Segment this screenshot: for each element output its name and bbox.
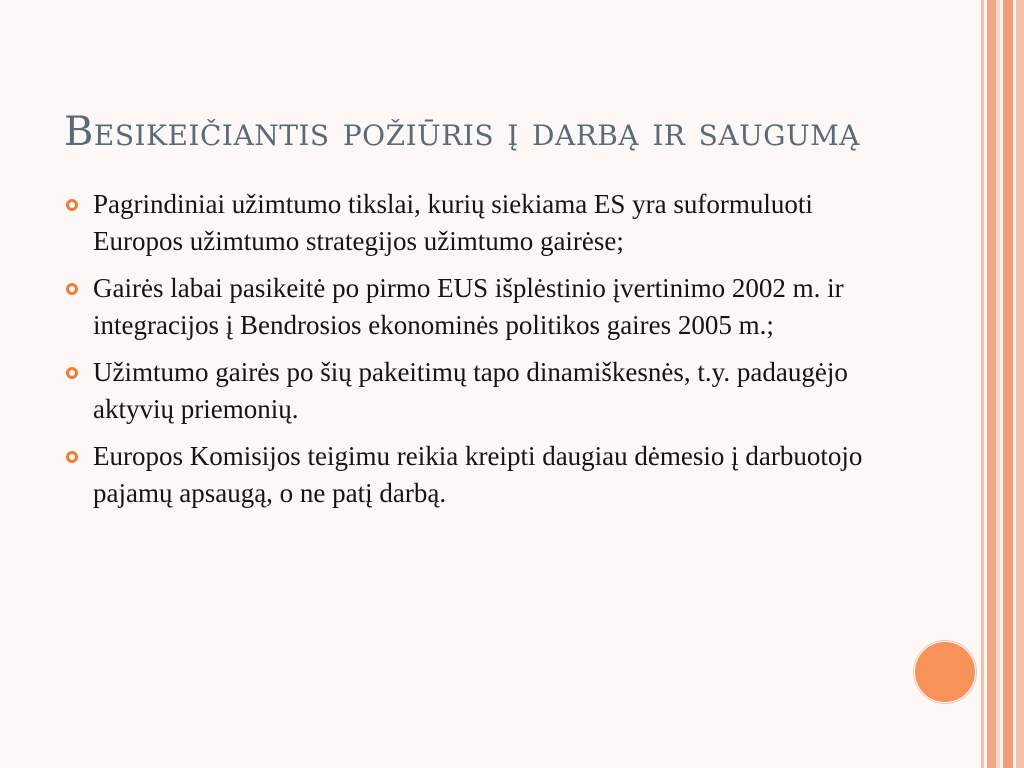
stripe <box>996 0 1000 768</box>
stripe <box>981 0 984 768</box>
circle-bullet-icon <box>66 451 78 463</box>
stripe <box>1016 0 1024 768</box>
circle-bullet-icon <box>66 199 78 211</box>
bullet-item <box>64 186 884 260</box>
stripe <box>1003 0 1013 768</box>
slide-title: Besikeičiantis požiūris į darbą ir saugumą <box>64 109 861 155</box>
bullet-text: Pagrindiniai užimtumo tikslai, kurių siekiama ES yra suformuluoti Europos užimtumo strategijos užimtumo gairėse; <box>93 189 813 256</box>
bullet-item <box>64 438 884 512</box>
bullet-item <box>64 354 884 428</box>
circle-bullet-icon <box>66 367 78 379</box>
bullet-text: Europos Komisijos teigimu reikia kreipti daugiau dėmesio į darbuotojo pajamų apsaugą, o ne patį darbą. <box>93 441 863 508</box>
bullet-text: Gairės labai pasikeitė po pirmo EUS išplėstinio įvertinimo 2002 m. ir integracijos į Bendrosios ekonominės politikos gaires 2005 m.; <box>93 273 844 340</box>
bullet-list <box>64 186 884 522</box>
bullet-item <box>64 270 884 344</box>
decorative-circle <box>914 641 976 703</box>
bullet-text: Užimtumo gairės po šių pakeitimų tapo dinamiškesnės, t.y. padaugėjo aktyvių priemonių. <box>93 357 848 424</box>
decorative-stripes <box>981 0 1024 768</box>
stripe <box>987 0 996 768</box>
circle-bullet-icon <box>66 283 78 295</box>
